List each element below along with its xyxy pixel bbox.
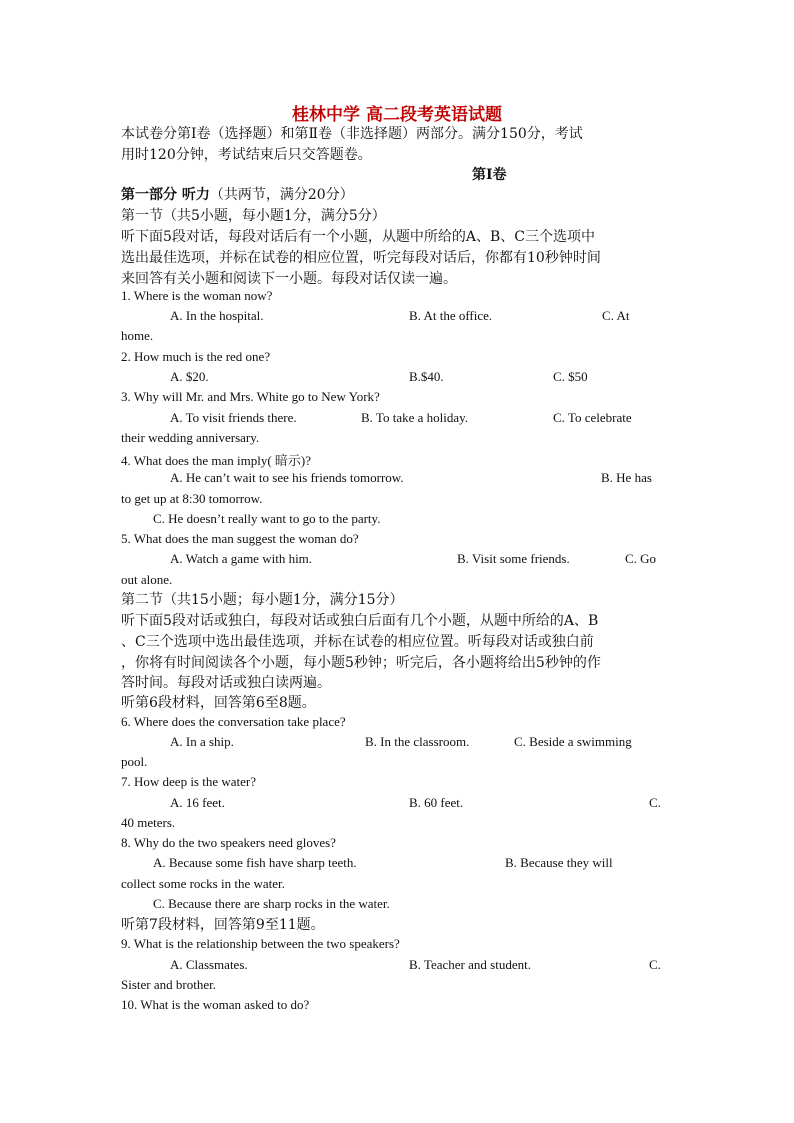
part1-heading-bold: 第一部分 听力 <box>121 187 210 203</box>
section2-heading: 第二节（共15小题；每小题1分，满分15分） <box>121 592 404 608</box>
q2-option-c: C. $50 <box>553 369 588 384</box>
q2-option-a: A. $20. <box>170 369 209 384</box>
q6-stem: 6. Where does the conversation take place? <box>121 714 346 729</box>
part1-heading <box>121 184 354 204</box>
q9-option-c: C. <box>649 957 661 972</box>
page-title: 桂林中学 高二段考英语试题 <box>292 105 502 125</box>
q5-option-b: B. Visit some friends. <box>457 551 570 566</box>
section1-heading: 第一节（共5小题，每小题1分，满分5分） <box>121 208 386 224</box>
material-6-heading: 听第6段材料，回答第6至8题。 <box>121 695 316 711</box>
q3-option-c-continued: their wedding anniversary. <box>121 430 260 445</box>
section2-instruction-1: 听下面5段对话或独白，每段对话或独白后面有几个小题，从题中所给的A、B <box>121 613 599 629</box>
part1-heading-rest: （共两节，满分20分） <box>209 187 354 203</box>
q3-option-a: A. To visit friends there. <box>170 410 297 425</box>
q4-stem: 4. What does the man imply( 暗示)? <box>121 453 312 468</box>
q5-option-c: C. Go <box>625 551 657 566</box>
q7-option-c: C. <box>649 795 661 810</box>
q1-option-c: C. At <box>602 308 630 323</box>
q4-option-b: B. He has <box>601 470 652 485</box>
q1-option-a: A. In the hospital. <box>170 308 264 323</box>
volume-label: 第Ⅰ卷 <box>472 167 507 183</box>
q1-option-b: B. At the office. <box>409 308 493 323</box>
section2-instruction-3: ，你将有时间阅读各个小题，每小题5秒钟；听完后，各小题将给出5秒钟的作 <box>121 655 601 671</box>
q6-option-a: A. In a ship. <box>170 734 234 749</box>
q4-option-c: C. He doesn’t really want to go to the party. <box>153 511 381 526</box>
q7-stem: 7. How deep is the water? <box>121 774 257 789</box>
q8-option-a: A. Because some fish have sharp teeth. <box>153 855 357 870</box>
q1-stem: 1. Where is the woman now? <box>121 288 273 303</box>
material-7-heading: 听第7段材料，回答第9至11题。 <box>121 917 325 933</box>
q9-option-a: A. Classmates. <box>170 957 248 972</box>
q6-option-c-continued: pool. <box>121 754 148 769</box>
q2-option-b: B.$40. <box>409 369 444 384</box>
q4-option-a: A. He can’t wait to see his friends tomorrow. <box>170 470 404 485</box>
q7-option-c-continued: 40 meters. <box>121 815 176 830</box>
q8-stem: 8. Why do the two speakers need gloves? <box>121 835 336 850</box>
q3-option-b: B. To take a holiday. <box>361 410 469 425</box>
q3-option-c: C. To celebrate <box>553 410 632 425</box>
q9-stem: 9. What is the relationship between the two speakers? <box>121 936 400 951</box>
q5-stem: 5. What does the man suggest the woman do? <box>121 531 359 546</box>
q1-option-c-continued: home. <box>121 328 154 343</box>
q9-option-b: B. Teacher and student. <box>409 957 531 972</box>
q9-option-c-continued: Sister and brother. <box>121 977 216 992</box>
section2-instruction-4: 答时间。每段对话或独白读两遍。 <box>121 675 331 691</box>
q8-option-c: C. Because there are sharp rocks in the water. <box>153 896 390 911</box>
q10-stem: 10. What is the woman asked to do? <box>121 997 310 1012</box>
section2-instruction-2: 、C三个选项中选出最佳选项，并标在试卷的相应位置。听每段对话或独白前 <box>121 634 594 650</box>
q7-option-b: B. 60 feet. <box>409 795 464 810</box>
q5-option-c-continued: out alone. <box>121 572 173 587</box>
q5-option-a: A. Watch a game with him. <box>170 551 313 566</box>
q6-option-c: C. Beside a swimming <box>514 734 632 749</box>
q3-stem: 3. Why will Mr. and Mrs. White go to New York? <box>121 389 380 404</box>
q8-option-b: B. Because they will <box>505 855 613 870</box>
section1-instruction-1: 听下面5段对话，每段对话后有一个小题，从题中所给的A、B、C三个选项中 <box>121 229 596 245</box>
intro-line-2: 用时120分钟，考试结束后只交答题卷。 <box>121 147 372 163</box>
intro-line-1: 本试卷分第Ⅰ卷（选择题）和第Ⅱ卷（非选择题）两部分。满分150分，考试 <box>121 126 583 142</box>
q7-option-a: A. 16 feet. <box>170 795 225 810</box>
section1-instruction-3: 来回答有关小题和阅读下一小题。每段对话仅读一遍。 <box>121 271 457 287</box>
q8-option-b-continued: collect some rocks in the water. <box>121 876 285 891</box>
q4-option-b-continued: to get up at 8:30 tomorrow. <box>121 491 263 506</box>
section1-instruction-2: 选出最佳选项，并标在试卷的相应位置，听完每段对话后，你都有10秒钟时间 <box>121 250 601 266</box>
q2-stem: 2. How much is the red one? <box>121 349 271 364</box>
q6-option-b: B. In the classroom. <box>365 734 470 749</box>
